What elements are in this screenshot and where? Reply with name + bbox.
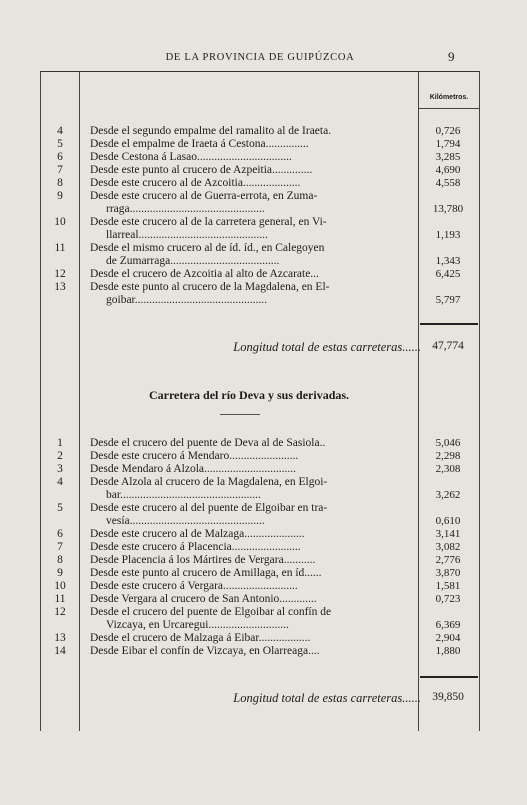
row-km-value: 3,141 [435,528,461,540]
row-number: 5 [57,502,63,514]
description-line: Desde este crucero al de Azcoitia.................... [90,177,301,189]
row-number: 6 [57,528,63,540]
row-description [90,541,456,554]
row-km-value: 3,082 [435,541,461,553]
row-km-value: 3,870 [435,567,461,579]
row-km-value: 2,904 [435,632,461,644]
section-2-title: Carretera del río Deva y sus derivadas. [148,388,350,402]
km-column-header: Kilómetros. [429,94,469,101]
row-number: 9 [57,567,63,579]
description-line: Desde Vergara al crucero de San Antonio............. [90,593,317,605]
section-1-total-km: 47,774 [432,340,464,352]
description-line: bar................................................. [106,488,261,501]
row-number: 12 [54,606,66,618]
row-number: 3 [57,463,63,475]
row-km-value: 0,610 [435,515,461,527]
row-description [90,606,456,631]
row-description [90,463,456,476]
section-2-sum-rule [420,676,478,678]
row-description [90,190,456,215]
row-description [90,450,456,463]
description-line: Desde Cestona á Lasao................................. [90,151,292,163]
row-number: 12 [54,268,66,280]
row-description [90,554,456,567]
row-km-value: 4,690 [435,164,461,176]
description-line: Desde este crucero al del puente de Elgoibar en tra- [90,502,328,514]
row-number: 13 [54,281,66,293]
row-km-value: 2,298 [435,450,461,462]
row-number: 7 [57,541,63,553]
row-number: 8 [57,554,63,566]
description-line: Desde este crucero á Mendaro........................ [90,450,299,462]
row-km-value: 1,343 [435,255,461,267]
description-line: Desde el crucero del puente de Deva al de Sasiola.. [90,437,326,449]
table-right-border [479,71,480,731]
section-2-title-rule [220,414,260,415]
row-km-value: 6,369 [435,619,461,631]
row-description [90,476,456,501]
row-description [90,216,456,241]
description-line: Desde el mismo crucero al de íd. íd., en Calegoyen [90,242,325,254]
row-km-value: 5,046 [435,437,461,449]
section-2-total-label: Longitud total de estas carreteras...... [233,691,421,705]
description-line: Vizcaya, en Urcaregui............................ [106,618,289,631]
row-km-value: 1,794 [435,138,461,150]
row-km-value: 0,726 [435,125,461,137]
row-description [90,242,456,267]
row-km-value: 0,723 [435,593,461,605]
running-header: DE LA PROVINCIA DE GUIPÚZCOA [165,52,355,63]
row-description [90,567,456,580]
row-km-value: 6,425 [435,268,461,280]
row-description [90,580,456,593]
description-line: Desde Alzola al crucero de la Magdalena, en Elgoi- [90,476,328,488]
row-number: 5 [57,138,63,150]
row-number: 6 [57,151,63,163]
row-number: 11 [54,242,66,254]
row-km-value: 3,285 [435,151,461,163]
row-km-value: 3,262 [435,489,461,501]
description-line: Desde este punto al crucero de Amillaga, en íd...... [90,567,322,579]
description-line: Desde Placencia á los Mártires de Vergara........... [90,554,316,566]
row-description [90,151,456,164]
row-number: 8 [57,177,63,189]
description-line: Desde Mendaro á Alzola................................ [90,463,297,475]
row-description [90,632,456,645]
description-line: Desde este punto al crucero de Azpeitia.............. [90,164,313,176]
description-line: Desde Eibar el confín de Vizcaya, en Olarreaga.... [90,645,320,657]
row-description [90,125,456,138]
description-line: Desde el empalme de Iraeta á Cestona............... [90,138,309,150]
description-line: Desde el crucero de Malzaga á Eibar.................. [90,632,311,644]
section-1-sum-rule [420,323,478,325]
row-description [90,164,456,177]
row-number: 7 [57,164,63,176]
description-line: Desde este crucero á Placencia........................ [90,541,301,553]
km-header-rule [418,108,479,109]
description-line: Desde este crucero al de Malzaga..................... [90,528,305,540]
description-line: vesía............................................... [106,514,265,527]
row-description [90,645,456,658]
row-number: 9 [57,190,63,202]
row-description [90,437,456,450]
description-line: rraga............................................... [106,202,265,215]
row-number: 13 [54,632,66,644]
row-km-value: 1,193 [435,229,461,241]
row-km-value: 2,776 [435,554,461,566]
row-number: 2 [57,450,63,462]
row-description [90,502,456,527]
page-number: 9 [448,49,455,64]
row-km-value: 5,797 [435,294,461,306]
row-description [90,281,456,306]
description-line: Desde el crucero del puente de Elgoibar al confín de [90,606,332,618]
section-1-total-label: Longitud total de estas carreteras...... [233,340,421,354]
row-description [90,177,456,190]
row-description [90,138,456,151]
row-km-value: 2,308 [435,463,461,475]
row-number: 11 [54,593,66,605]
description-line: llarreal............................................. [106,228,268,241]
row-km-value: 4,558 [435,177,461,189]
section-2-total-km: 39,850 [432,691,464,703]
description-line: Desde este crucero al de la carretera general, en Vi- [90,216,327,228]
row-km-value: 13,780 [432,203,464,215]
description-line: Desde el segundo empalme del ramalito al de Iraeta. [90,125,332,137]
row-number: 4 [57,476,63,488]
row-description [90,593,456,606]
description-line: goibar.............................................. [106,293,267,306]
row-description [90,528,456,541]
table-top-rule [40,71,480,72]
row-description [90,268,456,281]
description-line: Desde este punto al crucero de la Magdalena, en El- [90,281,330,293]
row-number: 4 [57,125,63,137]
description-line: Desde este crucero á Vergara.......................... [90,580,298,592]
description-line: Desde el crucero de Azcoitia al alto de Azcarate... [90,268,319,280]
row-km-value: 1,581 [435,580,461,592]
row-number: 1 [57,437,63,449]
description-line: Desde este crucero al de Guerra-errota, en Zuma- [90,190,318,202]
description-line: de Zumarraga...................................... [106,254,280,267]
row-number: 10 [54,216,66,228]
row-km-value: 1,880 [435,645,461,657]
row-number: 10 [54,580,66,592]
row-number: 14 [54,645,66,657]
